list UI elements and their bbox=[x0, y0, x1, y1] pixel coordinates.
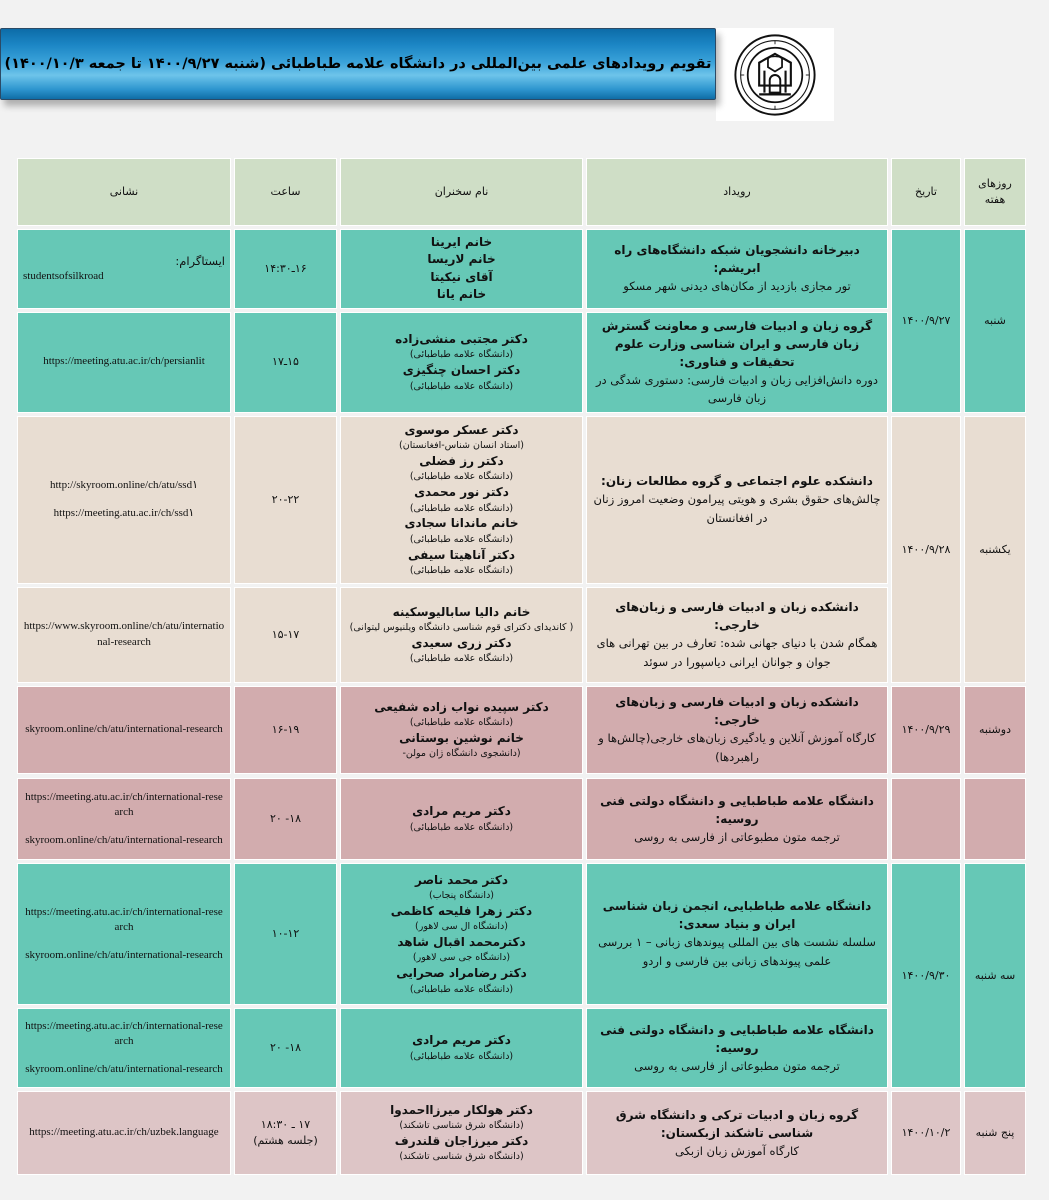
address-link[interactable]: https://meeting.atu.ac.ir/ch/international-research bbox=[25, 790, 223, 819]
speaker-affiliation: (دانشگاه علامه طباطبائی) bbox=[409, 821, 514, 833]
cell-address bbox=[17, 587, 231, 683]
time-range: ۱۰-۱۲ bbox=[271, 927, 300, 941]
cell-time bbox=[234, 1091, 337, 1175]
speaker-name: دکترمحمد اقبال شاهد bbox=[397, 935, 526, 949]
cell-time bbox=[234, 1008, 337, 1088]
event-title: دانشکده زبان و ادبیات فارسی و زبان‌های خارجی: bbox=[615, 695, 859, 728]
speaker-name: خانم دالیا ساباليوسکینه bbox=[392, 604, 531, 619]
cell-time bbox=[234, 863, 337, 1005]
speaker-affiliation: (دانشگاه شرق شناسی تاشکند) bbox=[399, 1120, 524, 1132]
speaker-affiliation: (دانشگاه علامه طباطبائی) bbox=[409, 653, 514, 665]
cell-date bbox=[891, 778, 961, 860]
column-header-date: تاریخ bbox=[891, 158, 961, 226]
event-title: دانشگاه علامه طباطبایی و دانشگاه دولتی فنی روسیه: bbox=[600, 1022, 874, 1055]
address-link[interactable]: https://meeting.atu.ac.ir/ch/uzbek.language bbox=[29, 1126, 219, 1139]
cell-address bbox=[17, 686, 231, 774]
address-link[interactable]: https://meeting.atu.ac.ir/ch/ssd۱ bbox=[53, 506, 195, 519]
cell-speakers bbox=[340, 863, 583, 1005]
cell-event bbox=[586, 229, 888, 309]
events-table-1-wrapper bbox=[20, 155, 1029, 777]
cell-address bbox=[17, 863, 231, 1005]
event-title: دانشگاه علامه طباطبایی، انجمن زبان شناسی ایران و بنیاد سعدی: bbox=[602, 899, 872, 932]
address-spacer bbox=[23, 494, 225, 506]
table-row bbox=[17, 686, 1026, 774]
speaker-name: دکتر هولکار میرزااحمدوا bbox=[390, 1102, 533, 1117]
time-range: ۲۰-۲۲ bbox=[271, 493, 300, 506]
address-link[interactable]: skyroom.online/ch/atu/international-research bbox=[25, 833, 223, 846]
speaker-affiliation: (دانشگاه علامه طباطبائی) bbox=[409, 983, 514, 995]
cell-date: ۱۴۰۰/۹/۲۸ bbox=[891, 416, 961, 683]
cell-event bbox=[586, 1091, 888, 1175]
table-row bbox=[17, 312, 1026, 413]
table-row bbox=[17, 1008, 1026, 1088]
cell-date: ۱۴۰۰/۹/۳۰ bbox=[891, 863, 961, 1088]
header-row bbox=[17, 158, 1026, 226]
time-range: ۱۸- ۲۰ bbox=[269, 812, 302, 826]
cell-weekday: شنبه bbox=[964, 229, 1026, 413]
speaker-name: دکتر احسان چنگیزی bbox=[402, 363, 521, 378]
cell-date: ۱۴۰۰/۹/۲۹ bbox=[891, 686, 961, 774]
address-spacer bbox=[23, 1050, 225, 1062]
speaker-affiliation: (دانشگاه علامه طباطبائی) bbox=[409, 380, 514, 392]
table-2-body bbox=[17, 778, 1026, 1175]
event-title: دبیرخانه دانشجویان شبکه دانشگاه‌های راه ابریشم: bbox=[614, 243, 860, 276]
speaker-name: خانم ایرینا bbox=[430, 235, 493, 249]
event-description: چالش‌های حقوق بشری و هویتی پیرامون وضعیت امروز زنان در افغانستان bbox=[593, 492, 881, 525]
table-1-header bbox=[17, 158, 1026, 226]
event-description: ترجمه متون مطبوعاتی از فارسی به روسی bbox=[634, 829, 840, 844]
address-label: ایستاگرام: bbox=[175, 253, 225, 268]
cell-speakers bbox=[340, 1008, 583, 1088]
speaker-name: دکتر میرزاجان قلندرف bbox=[394, 1134, 529, 1148]
speaker-affiliation: (دانشگاه علامه طباطبائی) bbox=[409, 349, 514, 361]
speaker-affiliation: (دانشگاه علامه طباطبائی) bbox=[409, 564, 514, 576]
speaker-affiliation: (دانشگاه شرق شناسی تاشکند) bbox=[399, 1151, 524, 1163]
table-1-body bbox=[17, 229, 1026, 774]
speaker-affiliation: (دانشجوی دانشگاه ژان مولن- bbox=[402, 748, 521, 760]
column-header-time: ساعت bbox=[234, 158, 337, 226]
time-range: ۱۵-۱۷ bbox=[271, 628, 300, 641]
cell-speakers bbox=[340, 778, 583, 860]
cell-speakers bbox=[340, 587, 583, 683]
speaker-name: دکتر زهرا فلیحه کاظمی bbox=[390, 903, 533, 918]
address-link[interactable]: skyroom.online/ch/atu/international-research bbox=[25, 1062, 223, 1075]
cell-address bbox=[17, 312, 231, 413]
time-note: (جلسه هشتم) bbox=[253, 1134, 318, 1147]
cell-event bbox=[586, 1008, 888, 1088]
cell-address bbox=[17, 1008, 231, 1088]
speaker-name: خانم یانا bbox=[436, 287, 487, 302]
cell-weekday: دوشنبه bbox=[964, 686, 1026, 774]
cell-time bbox=[234, 686, 337, 774]
speaker-affiliation: (دانشگاه علامه طباطبائی) bbox=[409, 533, 514, 545]
speaker-affiliation: (دانشگاه علامه طباطبائی) bbox=[409, 1050, 514, 1062]
cell-event bbox=[586, 686, 888, 774]
event-title: دانشکده زبان و ادبیات فارسی و زبان‌های خارجی: bbox=[615, 600, 859, 633]
cell-event bbox=[586, 587, 888, 683]
time-range: ۱۸- ۲۰ bbox=[269, 1041, 302, 1055]
event-title: گروه زبان و ادبیات فارسی و معاونت گسترش زبان فارسی و ایران شناسی وزارت علوم تحقیقات و فناوری: bbox=[601, 318, 873, 369]
speaker-affiliation: (دانشگاه پنجاب) bbox=[428, 890, 495, 902]
cell-event bbox=[586, 416, 888, 584]
speaker-affiliation: ( کاندیدای دکترای قوم شناسی دانشگاه ویلنیوس لیتوانی) bbox=[349, 622, 574, 634]
address-spacer bbox=[23, 821, 225, 833]
speaker-name: دکتر مریم مرادی bbox=[412, 804, 511, 819]
cell-time bbox=[234, 229, 337, 309]
cell-event bbox=[586, 312, 888, 413]
cell-weekday: پنج شنبه bbox=[964, 1091, 1026, 1175]
cell-time bbox=[234, 778, 337, 860]
address-link[interactable]: https://meeting.atu.ac.ir/ch/international-research bbox=[25, 905, 223, 934]
time-range: ۱۷ ـ ۱۸:۳۰ bbox=[260, 1118, 311, 1132]
cell-date: ۱۴۰۰/۹/۲۷ bbox=[891, 229, 961, 413]
events-table-2-wrapper bbox=[20, 775, 1029, 1178]
speaker-name: دکتر مریم مرادی bbox=[412, 1033, 511, 1048]
speaker-affiliation: (دانشگاه علامه طباطبائی) bbox=[409, 502, 514, 514]
event-description: سلسله نشست های بین المللی پیوندهای زبانی – ۱ بررسی علمی پیوندهای زبانی بین فارسی و اردو bbox=[598, 935, 876, 968]
speaker-name: خانم نوشین بوستانی bbox=[399, 730, 524, 745]
address-link[interactable]: https://meeting.atu.ac.ir/ch/international-research bbox=[25, 1019, 223, 1048]
cell-time bbox=[234, 312, 337, 413]
cell-event bbox=[586, 863, 888, 1005]
speaker-name: دکتر نور محمدی bbox=[414, 485, 509, 500]
address-link[interactable]: skyroom.online/ch/atu/international-research bbox=[25, 723, 223, 735]
cell-weekday bbox=[964, 778, 1026, 860]
speaker-affiliation: (دانشگاه علامه طباطبائی) bbox=[409, 471, 514, 483]
column-header-address: نشانی bbox=[17, 158, 231, 226]
time-range: ۱۶-۱۹ bbox=[271, 723, 300, 736]
speaker-affiliation: (استاد انسان شناس-افغانستان) bbox=[399, 440, 524, 452]
speaker-affiliation: (دانشگاه علامه طباطبائی) bbox=[409, 717, 514, 729]
table-row bbox=[17, 863, 1026, 1005]
address-link[interactable]: https://meeting.atu.ac.ir/ch/persianlit bbox=[43, 355, 205, 368]
event-description: تور مجازی بازدید از مکان‌های دیدنی شهر مسکو bbox=[623, 279, 851, 294]
event-title: دانشگاه علامه طباطبایی و دانشگاه دولتی فنی روسیه: bbox=[600, 793, 874, 826]
title-banner bbox=[0, 28, 716, 100]
speaker-name: دکتر رضامراد صحرایی bbox=[396, 966, 527, 981]
cell-address bbox=[17, 229, 231, 309]
event-description: کارگاه آموزش آنلاین و یادگیری زبان‌های خارجی(چالش‌ها و راهبردها) bbox=[598, 731, 876, 764]
events-table-2 bbox=[14, 775, 1029, 1178]
column-header-day: روزهای هفته bbox=[964, 158, 1026, 226]
page-title: تقویم رویدادهای علمی بین‌المللی در دانشگاه علامه طباطبائی (شنبه ۱۴۰۰/۹/۲۷ تا جمعه ۱۴۰۰/۱۰/۳) bbox=[4, 55, 712, 72]
event-title: گروه زبان و ادبیات ترکی و دانشگاه شرق شناسی تاشکند ازبکستان: bbox=[615, 1107, 859, 1140]
speaker-name: خانم ماندانا سجادی bbox=[404, 516, 519, 531]
cell-address bbox=[17, 778, 231, 860]
cell-speakers bbox=[340, 416, 583, 584]
time-range: ۱۵ـ۱۷ bbox=[272, 355, 299, 369]
page-header bbox=[0, 28, 1049, 138]
speaker-name: دکتر محمد ناصر bbox=[415, 872, 508, 887]
address-link[interactable]: https://www.skyroom.online/ch/atu/international-research bbox=[23, 620, 225, 648]
speaker-name: دکتر مجتبی منشی‌زاده bbox=[395, 332, 528, 347]
event-description: همگام شدن با دنیای جهانی شده: تعارف در بین تهرانی های جوان و جوانان ایرانی دیاسپورا در سوئد bbox=[596, 636, 878, 669]
speaker-name: دکتر سپیده نواب زاده شفیعی bbox=[374, 699, 549, 714]
cell-event bbox=[586, 778, 888, 860]
table-row bbox=[17, 1091, 1026, 1175]
university-seal-icon bbox=[729, 31, 821, 119]
event-title: دانشکده علوم اجتماعی و گروه مطالعات زنان: bbox=[601, 474, 873, 489]
cell-speakers bbox=[340, 312, 583, 413]
cell-speakers bbox=[340, 686, 583, 774]
speaker-name: دکتر آناهیتا سیفی bbox=[407, 547, 516, 562]
speaker-name: خانم لاریسا bbox=[427, 252, 496, 267]
speaker-name: دکتر عسکر موسوی bbox=[404, 422, 519, 437]
cell-address bbox=[17, 1091, 231, 1175]
address-spacer bbox=[23, 936, 225, 948]
cell-weekday: سه شنبه bbox=[964, 863, 1026, 1088]
speaker-affiliation: (دانشگاه ال سی لاهور) bbox=[415, 921, 508, 933]
address-link[interactable]: studentsofsilkroad bbox=[23, 270, 104, 283]
cell-weekday: یکشنبه bbox=[964, 416, 1026, 683]
table-row bbox=[17, 778, 1026, 860]
table-row bbox=[17, 229, 1026, 309]
event-description: کارگاه آموزش زبان ازبکی bbox=[675, 1143, 799, 1158]
column-header-speaker: نام سخنران bbox=[340, 158, 583, 226]
event-description: ترجمه متون مطبوعاتی از فارسی به روسی bbox=[634, 1058, 840, 1073]
table-row bbox=[17, 587, 1026, 683]
column-header-event: رویداد bbox=[586, 158, 888, 226]
cell-time bbox=[234, 416, 337, 584]
university-logo bbox=[716, 28, 834, 121]
cell-address bbox=[17, 416, 231, 584]
speaker-name: دکتر رز فضلی bbox=[419, 454, 504, 469]
cell-time bbox=[234, 587, 337, 683]
event-description: دوره دانش‌افزایی زبان و ادبیات فارسی: دستوری شدگی در زبان فارسی bbox=[595, 372, 879, 406]
address-link[interactable]: http://skyroom.online/ch/atu/ssd۱ bbox=[50, 479, 198, 492]
cell-date: ۱۴۰۰/۱۰/۲ bbox=[891, 1091, 961, 1175]
speaker-affiliation: (دانشگاه جی سی لاهور) bbox=[412, 952, 511, 964]
cell-speakers bbox=[340, 1091, 583, 1175]
table-row bbox=[17, 416, 1026, 584]
speaker-name: دکتر زری سعیدی bbox=[411, 635, 512, 650]
cell-speakers bbox=[340, 229, 583, 309]
time-range: ۱۶ـ۱۴:۳۰ bbox=[264, 261, 307, 275]
speaker-name: آقای نیکیتا bbox=[430, 269, 493, 284]
events-table-1 bbox=[14, 155, 1029, 777]
address-link[interactable]: skyroom.online/ch/atu/international-research bbox=[25, 948, 223, 961]
